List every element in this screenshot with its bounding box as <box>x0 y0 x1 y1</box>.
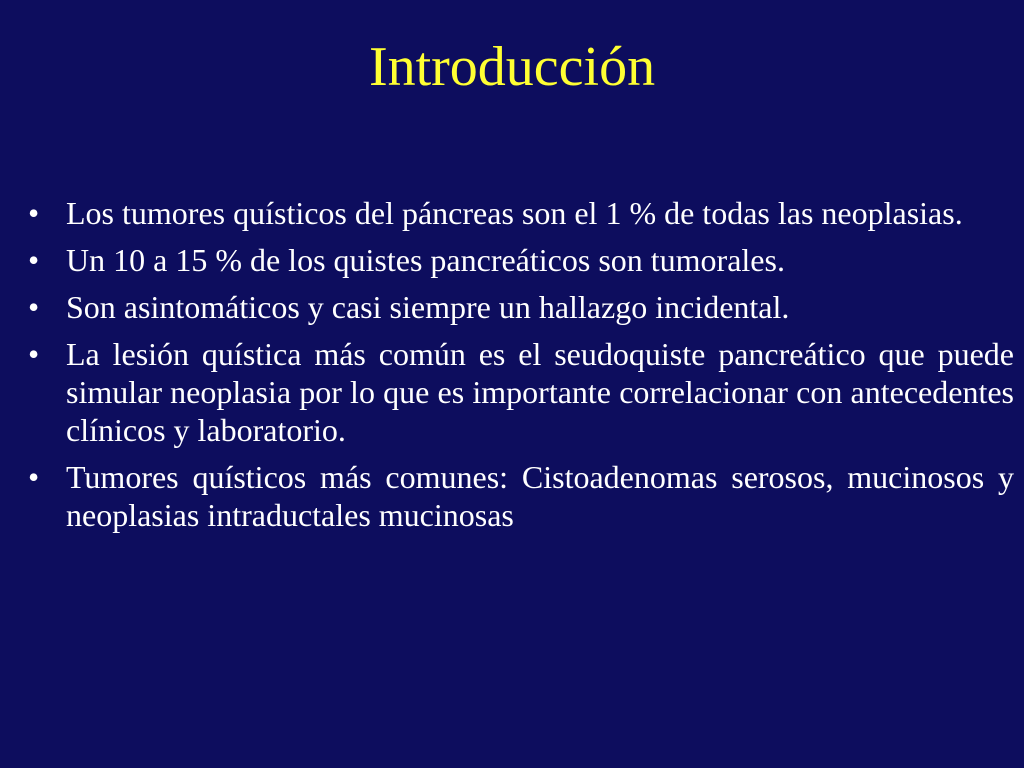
bullet-list <box>28 194 1014 543</box>
bullet-item <box>28 288 1014 326</box>
bullet-text: Son asintomáticos y casi siempre un hallazgo incidental. <box>66 289 790 325</box>
bullet-item <box>28 194 1014 232</box>
bullet-icon: • <box>28 336 40 372</box>
bullet-text: La lesión quística más común es el seudoquiste pancreático que puede simular neoplasia por lo que es importante correlacionar con antecedentes clínicos y laboratorio. <box>66 336 1014 448</box>
bullet-text: Los tumores quísticos del páncreas son el 1 % de todas las neoplasias. <box>66 195 963 231</box>
bullet-item <box>28 458 1014 534</box>
bullet-item <box>28 241 1014 279</box>
bullet-item <box>28 335 1014 449</box>
bullet-icon: • <box>28 289 40 325</box>
bullet-text: Un 10 a 15 % de los quistes pancreáticos son tumorales. <box>66 242 785 278</box>
bullet-text: Tumores quísticos más comunes: Cistoadenomas serosos, mucinosos y neoplasias intraductales mucinosas <box>66 459 1014 533</box>
bullet-icon: • <box>28 242 40 278</box>
bullet-icon: • <box>28 195 40 231</box>
slide-title: Introducción <box>368 36 656 98</box>
bullet-icon: • <box>28 459 40 495</box>
